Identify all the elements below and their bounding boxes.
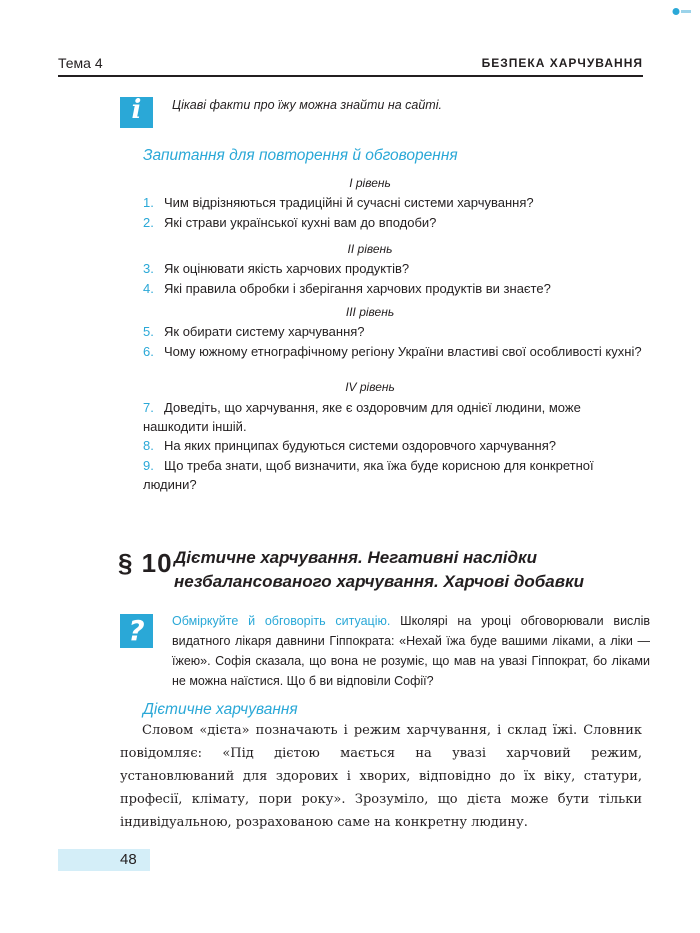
- question-item: 3. Як оцінювати якість харчових продуктів?: [143, 261, 410, 276]
- header-topic: Тема 4: [58, 55, 103, 71]
- question-item: 7. Доведіть, що харчування, яке є оздоровчим для однієї людини, може нашкодити іншій.: [143, 400, 581, 434]
- question-item: 2. Які страви української кухні вам до вподоби?: [143, 215, 437, 230]
- page-number: 48: [120, 851, 137, 868]
- question-icon: ?: [120, 614, 153, 648]
- question-item: 5. Як обирати систему харчування?: [143, 324, 365, 339]
- review-section-title: Запитання для повторення й обговорення: [143, 147, 458, 164]
- header-divider: [58, 75, 643, 77]
- level-heading: IV рівень: [345, 380, 395, 394]
- header-section: БЕЗПЕКА ХАРЧУВАННЯ: [481, 56, 643, 70]
- level-heading: ІІ рівень: [347, 242, 393, 256]
- situation-body: Школярі на уроці обговорювали вислів видатного лікаря давнини Гіппократа: «Нехай їжа буде вашими ліками, а ліки — їжею». Софія сказала, що вона не розуміє, що мав на увазі Гіппократ, бо ліками не можна наїстися. Що б ви відповіли Софії?: [172, 614, 651, 688]
- info-note: Цікаві факти про їжу можна знайти на сайті.: [172, 98, 442, 112]
- situation-lead: Обміркуйте й обговоріть ситуацію.: [172, 614, 391, 628]
- page-header: [58, 55, 643, 75]
- question-item: 1. Чим відрізняються традиційні й сучасні системи харчування?: [143, 195, 534, 210]
- question-item: 8. На яких принципах будуються системи оздоровчого харчування?: [143, 438, 556, 453]
- level-heading: І рівень: [349, 176, 391, 190]
- question-item: 9. Що треба знати, щоб визначити, яка їжа буде корисною для конкретної людини?: [143, 458, 594, 492]
- paragraph-number: § 10: [118, 548, 173, 578]
- diet-body: Словом «дієта» позначають і режим харчування, і склад їжі. Словник повідомляє: «Під дієтою мається на увазі харчовий режим, установлюваний для здорових і хворих, відповідно до їх віку, статури, професії, клімату, пори року». Зрозуміло, що дієта може бути тільки індивідуальною, розрахованою саме на конкретну людину.: [120, 723, 642, 830]
- diet-subheading: Дієтичне харчування: [143, 701, 298, 718]
- publisher-logo-icon: [672, 7, 692, 16]
- question-item: 4. Які правила обробки і зберігання харчових продуктів ви знаєте?: [143, 281, 551, 296]
- paragraph-title: Дієтичне харчування. Негативні наслідки незбалансованого харчування. Харчові добавки: [174, 548, 584, 591]
- info-icon: i: [120, 97, 153, 128]
- level-heading: ІІІ рівень: [345, 305, 395, 319]
- question-item: 6. Чому южному етнографічному регіону України властиві свої особливості кухні?: [143, 344, 642, 359]
- situation-text: [172, 611, 650, 691]
